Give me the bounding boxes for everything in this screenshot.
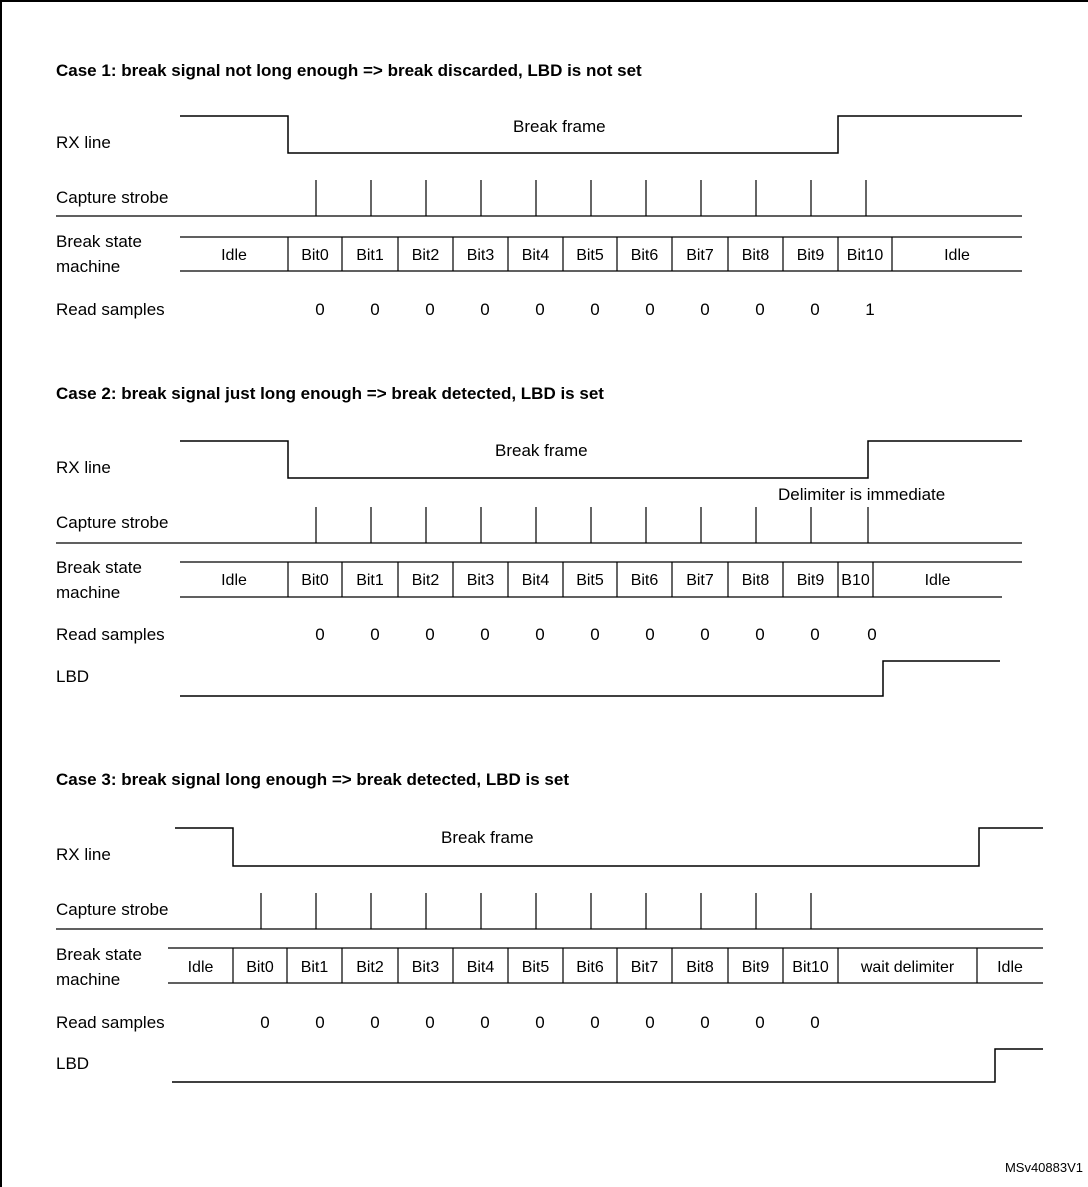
case-1-state-idle: Idle bbox=[221, 247, 247, 264]
case-3-lbd-waveform bbox=[172, 1049, 1043, 1082]
case-2-sample-value: 0 bbox=[425, 625, 435, 644]
case-1-state-bit10: Bit10 bbox=[846, 247, 884, 264]
case-2-state-bit4: Bit4 bbox=[521, 572, 550, 589]
case-3-state-bit4: Bit4 bbox=[466, 959, 495, 976]
case-2-state-bit3: Bit3 bbox=[466, 572, 495, 589]
case-2-state-cells bbox=[221, 562, 950, 597]
case-1-state-bit6: Bit6 bbox=[630, 247, 659, 264]
case-2-state-idle: Idle bbox=[221, 572, 247, 589]
case-3-state-cells bbox=[188, 948, 1023, 983]
case-1-sample-value: 0 bbox=[425, 300, 435, 319]
case-2-lbd-waveform bbox=[180, 661, 1000, 696]
case-1-strobe-ticks bbox=[316, 180, 866, 216]
case-2-state-bit8: Bit8 bbox=[741, 572, 770, 589]
case-1-state-bit9: Bit9 bbox=[796, 247, 825, 264]
case-1-read-samples-label: Read samples bbox=[56, 300, 165, 319]
case-3-state-bit2: Bit2 bbox=[356, 959, 384, 976]
case-2-sample-value: 0 bbox=[535, 625, 545, 644]
case-2-state-bit9: Bit9 bbox=[796, 572, 825, 589]
case-2-title: Case 2: break signal just long enough => break detected, LBD is set bbox=[56, 384, 604, 403]
case-2-rx-line-label: RX line bbox=[56, 458, 111, 477]
case-2-capture-strobe-label: Capture strobe bbox=[56, 513, 169, 532]
case-1-break-state-label-2: machine bbox=[56, 257, 121, 276]
case-3-sample-value: 0 bbox=[480, 1013, 490, 1032]
case-2-sample-value: 0 bbox=[370, 625, 380, 644]
case-1-state-bit4: Bit4 bbox=[521, 247, 550, 264]
case-3-lbd-label: LBD bbox=[56, 1054, 90, 1073]
case-1-state-bit8: Bit8 bbox=[741, 247, 770, 264]
case-3 bbox=[56, 770, 1043, 1082]
case-2-state-bit1: Bit1 bbox=[356, 572, 384, 589]
case-3-rx-waveform bbox=[175, 828, 1043, 866]
case-3-state-bit5: Bit5 bbox=[521, 959, 550, 976]
case-3-sample-value: 0 bbox=[810, 1013, 820, 1032]
case-1-sample-value: 0 bbox=[590, 300, 600, 319]
case-1-state-bit2: Bit2 bbox=[411, 247, 440, 264]
case-3-sample-value: 0 bbox=[645, 1013, 655, 1032]
case-2-sample-value: 0 bbox=[480, 625, 490, 644]
case-2-state-bit0: Bit0 bbox=[301, 572, 329, 589]
case-1-sample-value: 0 bbox=[810, 300, 820, 319]
case-3-state-idle: Idle bbox=[187, 959, 214, 976]
case-2-sample-values bbox=[315, 625, 876, 644]
case-3-sample-value: 0 bbox=[315, 1013, 325, 1032]
case-3-sample-value: 0 bbox=[425, 1013, 435, 1032]
case-2 bbox=[56, 384, 1022, 696]
case-3-sample-value: 0 bbox=[535, 1013, 545, 1032]
case-3-state-bit10: Bit10 bbox=[792, 959, 829, 976]
case-3-state-bit1: Bit1 bbox=[300, 959, 329, 976]
case-2-break-state-label-2: machine bbox=[56, 583, 121, 602]
case-1-sample-value: 1 bbox=[865, 300, 875, 319]
case-2-lbd-label: LBD bbox=[56, 667, 90, 686]
case-2-state-bit6: Bit6 bbox=[630, 572, 659, 589]
case-2-sample-value: 0 bbox=[755, 625, 765, 644]
case-3-state-bit8: Bit8 bbox=[686, 959, 714, 976]
case-1-state-idle: Idle bbox=[944, 247, 970, 264]
case-3-state-bit6: Bit6 bbox=[576, 959, 604, 976]
case-3-break-state-label-1: Break state bbox=[56, 945, 142, 964]
case-2-state-bit7: Bit7 bbox=[686, 572, 714, 589]
case-2-state-bit2: Bit2 bbox=[411, 572, 440, 589]
case-3-sample-values bbox=[260, 1013, 819, 1032]
case-2-strobe-ticks bbox=[316, 507, 868, 543]
case-2-read-samples-label: Read samples bbox=[56, 625, 165, 644]
case-3-state-idle: Idle bbox=[997, 959, 1023, 976]
case-2-sample-value: 0 bbox=[315, 625, 325, 644]
case-1-sample-value: 0 bbox=[535, 300, 545, 319]
case-1-capture-strobe-label: Capture strobe bbox=[56, 188, 169, 207]
case-2-sample-value: 0 bbox=[867, 625, 877, 644]
case-2-state-idle: Idle bbox=[924, 572, 951, 589]
case-1-sample-value: 0 bbox=[315, 300, 325, 319]
case-3-sample-value: 0 bbox=[260, 1013, 270, 1032]
figure-id: MSv40883V1 bbox=[1004, 1160, 1083, 1175]
case-3-state-bit7: Bit7 bbox=[630, 959, 659, 976]
case-3-title: Case 3: break signal long enough => break detected, LBD is set bbox=[56, 770, 569, 789]
case-1-sample-value: 0 bbox=[370, 300, 380, 319]
case-3-read-samples-label: Read samples bbox=[56, 1013, 165, 1032]
case-3-sample-value: 0 bbox=[370, 1013, 380, 1032]
case-3-rx-line-label: RX line bbox=[56, 845, 111, 864]
case-1-break-state-label-1: Break state bbox=[56, 232, 142, 251]
case-3-state-wait-delimiter: wait delimiter bbox=[860, 959, 955, 976]
case-2-sample-value: 0 bbox=[700, 625, 710, 644]
case-1-break-frame-label: Break frame bbox=[513, 117, 606, 136]
case-1-rx-line-label: RX line bbox=[56, 133, 111, 152]
case-2-break-state-label-1: Break state bbox=[56, 558, 142, 577]
case-1-state-cells bbox=[221, 237, 970, 271]
case-2-sample-value: 0 bbox=[645, 625, 655, 644]
case-3-sample-value: 0 bbox=[755, 1013, 765, 1032]
case-1-state-bit0: Bit0 bbox=[301, 247, 329, 264]
case-3-state-bit9: Bit9 bbox=[741, 959, 770, 976]
case-3-break-frame-label: Break frame bbox=[441, 828, 534, 847]
case-1-state-bit1: Bit1 bbox=[356, 247, 384, 264]
case-1-state-bit3: Bit3 bbox=[466, 247, 495, 264]
case-3-break-state-label-2: machine bbox=[56, 970, 121, 989]
case-2-state-b10: B10 bbox=[841, 572, 870, 589]
case-1-sample-value: 0 bbox=[755, 300, 765, 319]
case-2-break-frame-label: Break frame bbox=[495, 441, 588, 460]
case-2-sample-value: 0 bbox=[810, 625, 820, 644]
case-3-capture-strobe-label: Capture strobe bbox=[56, 900, 169, 919]
case-1 bbox=[56, 61, 1022, 319]
case-1-sample-value: 0 bbox=[480, 300, 490, 319]
case-2-rx-waveform bbox=[180, 441, 1022, 478]
case-1-sample-values bbox=[315, 300, 874, 319]
case-1-title: Case 1: break signal not long enough => break discarded, LBD is not set bbox=[56, 61, 642, 80]
case-1-sample-value: 0 bbox=[645, 300, 655, 319]
case-3-sample-value: 0 bbox=[590, 1013, 600, 1032]
case-1-sample-value: 0 bbox=[700, 300, 710, 319]
case-3-state-bit0: Bit0 bbox=[246, 959, 274, 976]
case-2-sample-value: 0 bbox=[590, 625, 600, 644]
case-3-state-bit3: Bit3 bbox=[411, 959, 440, 976]
case-1-state-bit7: Bit7 bbox=[686, 247, 714, 264]
case-2-state-bit5: Bit5 bbox=[576, 572, 604, 589]
case-1-state-bit5: Bit5 bbox=[576, 247, 604, 264]
case-3-sample-value: 0 bbox=[700, 1013, 710, 1032]
case-2-delimiter-annotation: Delimiter is immediate bbox=[778, 485, 946, 504]
case-3-strobe-ticks bbox=[261, 893, 811, 929]
